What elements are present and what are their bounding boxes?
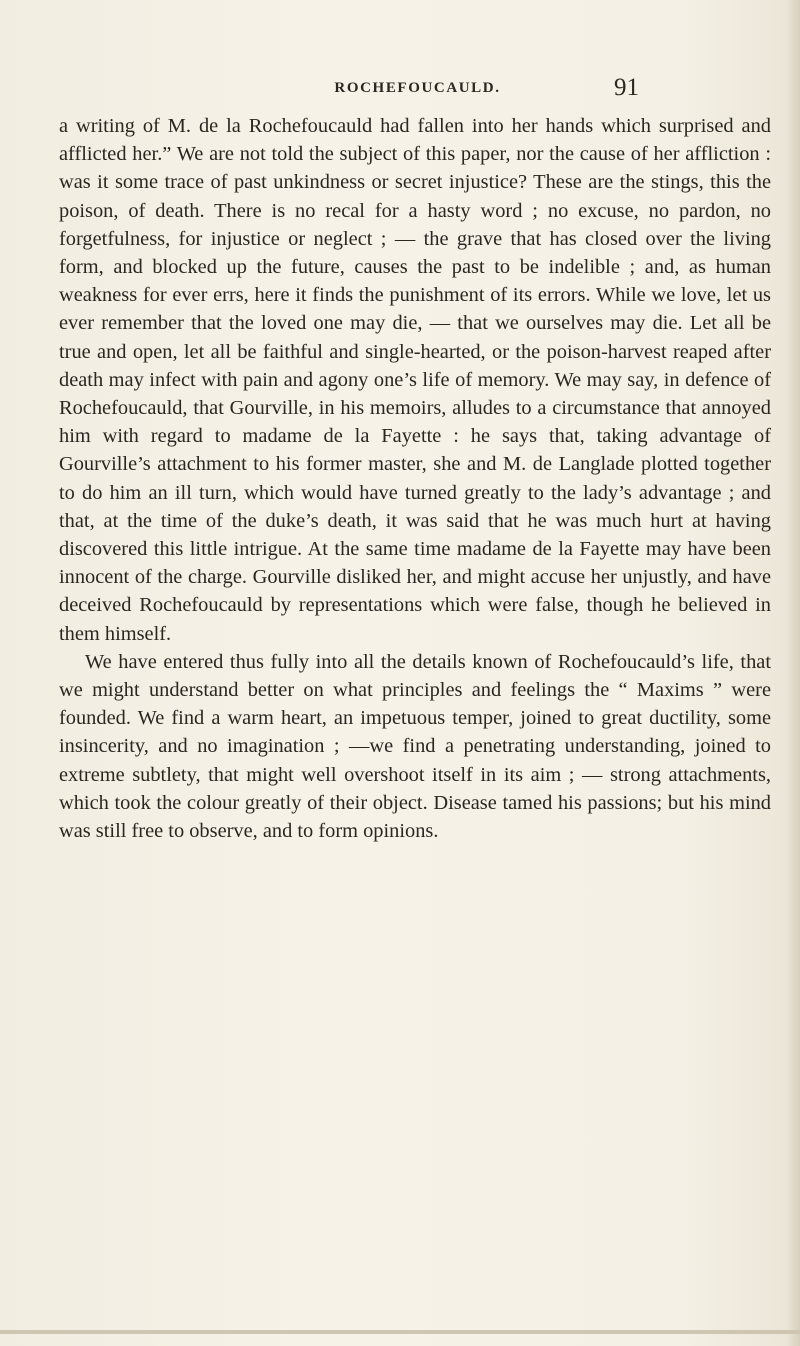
paragraph-1: a writing of M. de la Rochefoucauld had fallen into her hands which surprised and afflicted her.” We are not told the subject of this paper, nor the cause of her affliction : was it some trace of past unkindness or secret injustice? These are the stings, this the poison, of death. There is no recal for a hasty word ; no excuse, no pardon, no forgetfulness, for injustice or neglect ; — the grave that has closed over the living form, and blocked up the future, causes the past to be indelible ; and, as human weakness for ever errs, here it finds the punishment of its errors. While we love, let us ever remember that the loved one may die, — that we ourselves may die. Let all be true and open, let all be faithful and single-hearted, or the poison-harvest reaped after death may infect with pain and agony one’s life of memory. We may say, in defence of Rochefoucauld, that Gourville, in his memoirs, alludes to a circumstance that annoyed him with regard to madame de la Fayette : he says that, taking advantage of Gourville’s attachment to his former master, she and M. de Langlade plotted together to do him an ill turn, which would have turned greatly to the lady’s advantage ; and that, at the time of the duke’s death, it was said that he was much hurt at having discovered this little intrigue. At the same time madame de la Fayette may have been innocent of the charge. Gourville disliked her, and might accuse her unjustly, and have deceived Rochefoucauld by representations which were false, though he believed in them himself.: [59, 115, 771, 645]
running-head: ROCHEFOUCAULD.: [334, 80, 501, 96]
page-number: 91: [614, 74, 639, 101]
paragraph-2: We have entered thus fully into all the details known of Rochefoucauld’s life, that we might understand better on what principles and feelings the “ Maxims ” were founded. We find a warm heart, an impetuous temper, joined to great ductility, some insincerity, and no imagination ; —we find a penetrating understanding, joined to extreme subtlety, that might well overshoot itself in its aim ; — strong attachments, which took the colour greatly of their object. Disease tamed his passions; but his mind was still free to observe, and to form opinions.: [59, 650, 771, 843]
page-header: [60, 76, 775, 106]
body-text: [59, 112, 771, 845]
bottom-edge: [0, 1330, 800, 1334]
page-edge-shadow: [786, 0, 800, 1346]
